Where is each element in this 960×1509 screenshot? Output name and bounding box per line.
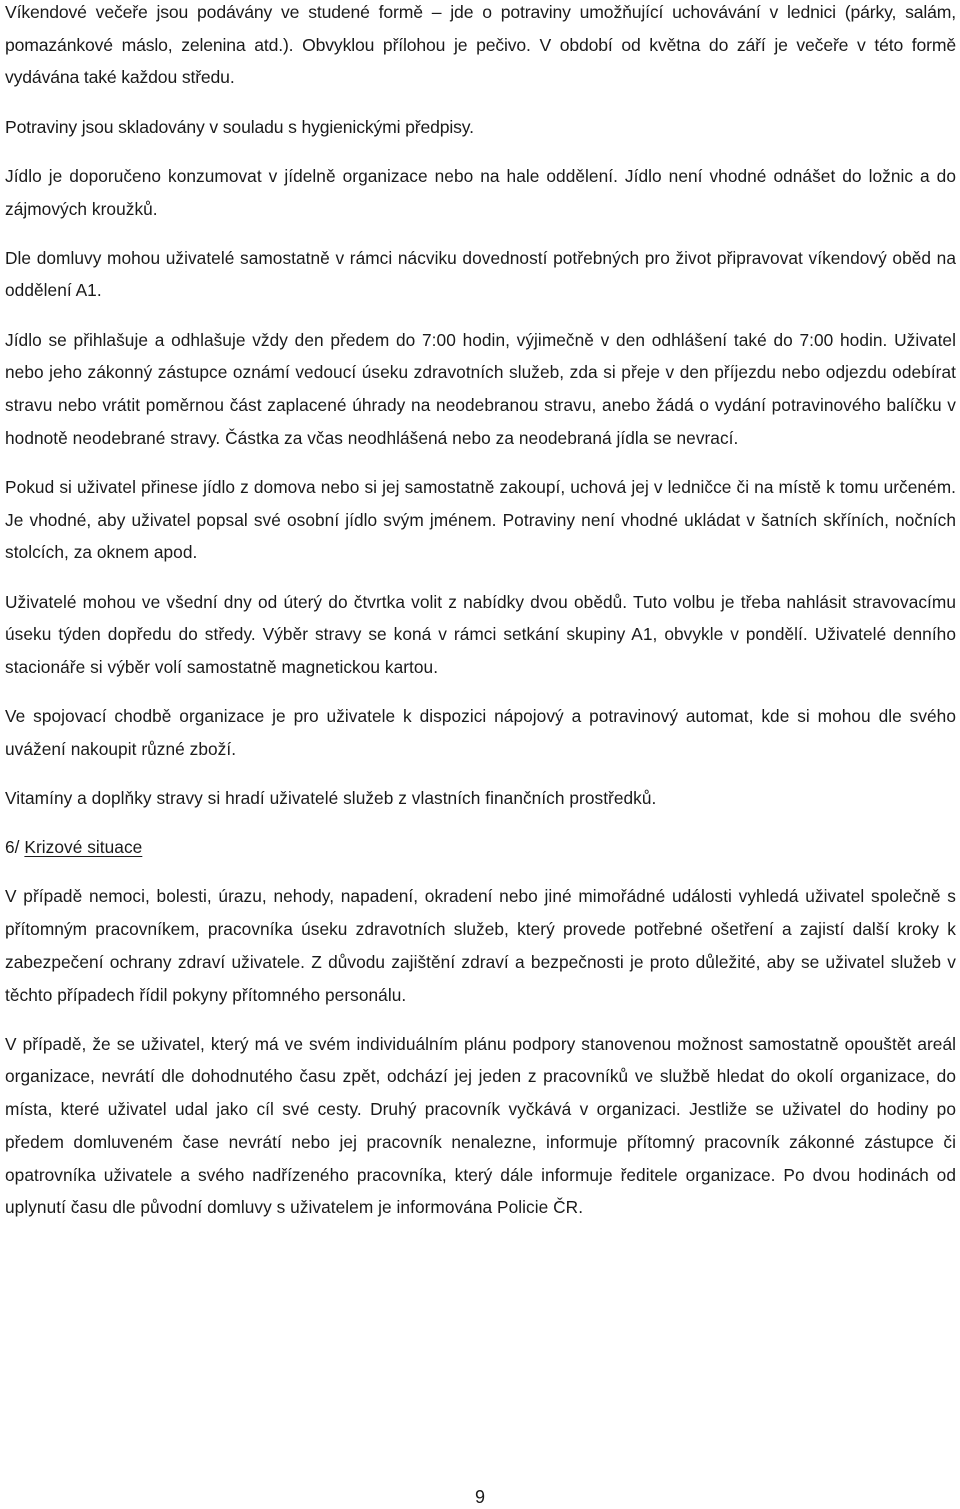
- page-number: 9: [474, 1487, 485, 1507]
- paragraph-vending-machine: Ve spojovací chodbě organizace je pro uživatele k dispozici nápojový a potravinový automat, kde si mohou dle svého uvážení nakoupit různé zboží.: [5, 706, 956, 759]
- section-title: Krizové situace: [24, 837, 143, 858]
- paragraph-vitamins: Vitamíny a doplňky stravy si hradí uživatelé služeb z vlastních finančních prostředků.: [5, 788, 657, 809]
- paragraph-missing-user: V případě, že se uživatel, který má ve svém individuálním plánu podpory stanovenou možnost samostatně opouštět areál organizace, nevrátí dle dohodnutého času zpět, odchází jej jeden z pracovníků ve službě hledat do okolí organizace, do místa, které uživatel udal jako cíl své cesty. Druhý pracovník vyčkává v organizaci. Jestliže se uživatel do hodiny po předem domluveném čase nevrátí nebo jej pracovník nenalezne, informuje přítomný pracovník zákonné zástupce či opatrovníka uživatele a svého nadřízeného pracovníka, který dále informuje ředitele organizace. Po dvou hodinách od uplynutí času dle původní domluvy s uživatelem je informována Policie ČR.: [5, 1033, 956, 1218]
- paragraph-meal-registration: Jídlo se přihlašuje a odhlašuje vždy den předem do 7:00 hodin, výjimečně v den odhlášení také do 7:00 hodin. Uživatel nebo jeho zákonný zástupce oznámí vedoucí úseku zdravotních služeb, zda si přeje v den příjezdu nebo odjezdu odebírat stravu nebo vrátit poměrnou část zaplacené úhrady na neodebranou stravu, anebo žádá o vydání potravinového balíčku v hodnotě neodebrané stravy. Částka za včas neodhlášená nebo za neodebraná jídla se nevrací.: [5, 329, 956, 448]
- paragraph-where-to-eat: Jídlo je doporučeno konzumovat v jídelně organizace nebo na hale oddělení. Jídlo není vhodné odnášet do ložnic a do zájmových kroužků.: [5, 165, 956, 219]
- paragraph-weekend-dinners: Víkendové večeře jsou podávány ve studené formě – jde o potraviny umožňující uchovávání v lednici (párky, salám, pomazánkové máslo, zelenina atd.). Obvyklou přílohou je pečivo. V období od května do září je večeře v této formě vydávána také každou středu.: [5, 2, 956, 88]
- paragraph-meal-choice: Uživatelé mohou ve všední dny od úterý do čtvrtka volit z nabídky dvou obědů. Tuto volbu je třeba nahlásit stravovacímu úseku týden dopředu do středy. Výběr stravy se koná v rámci setkání skupiny A1, obvykle v pondělí. Uživatelé denního stacionáře si výběr volí samostatně magnetickou kartou.: [5, 591, 956, 677]
- paragraph-food-storage: Potraviny jsou skladovány v souladu s hygienickými předpisy.: [5, 116, 474, 137]
- document-page: [5, 0, 956, 1241]
- paragraph-weekend-lunch: Dle domluvy mohou uživatelé samostatně v rámci nácviku dovedností potřebných pro život připravovat víkendový oběd na oddělení A1.: [5, 247, 956, 301]
- section-heading: [5, 831, 956, 864]
- paragraph-emergency: V případě nemoci, bolesti, úrazu, nehody, napadení, okradení nebo jiné mimořádné události vyhledá uživatel společně s přítomným pracovníkem, pracovníka úseku zdravotních služeb, který provede potřebné ošetření a zajistí další kroky k zabezpečení ochrany zdraví uživatele. Z důvodu zajištění zdraví a bezpečnosti je proto důležité, aby se uživatel služeb v těchto případech řídil pokyny přítomného personálu.: [5, 886, 956, 1005]
- paragraph-own-food: Pokud si uživatel přinese jídlo z domova nebo si jej samostatně zakoupí, uchová jej v ledničce či na místě k tomu určeném. Je vhodné, aby uživatel popsal své osobní jídlo svým jménem. Potraviny není vhodné ukládat v šatních skříních, nočních stolcích, za oknem apod.: [5, 476, 956, 563]
- section-number: 6/: [5, 837, 25, 858]
